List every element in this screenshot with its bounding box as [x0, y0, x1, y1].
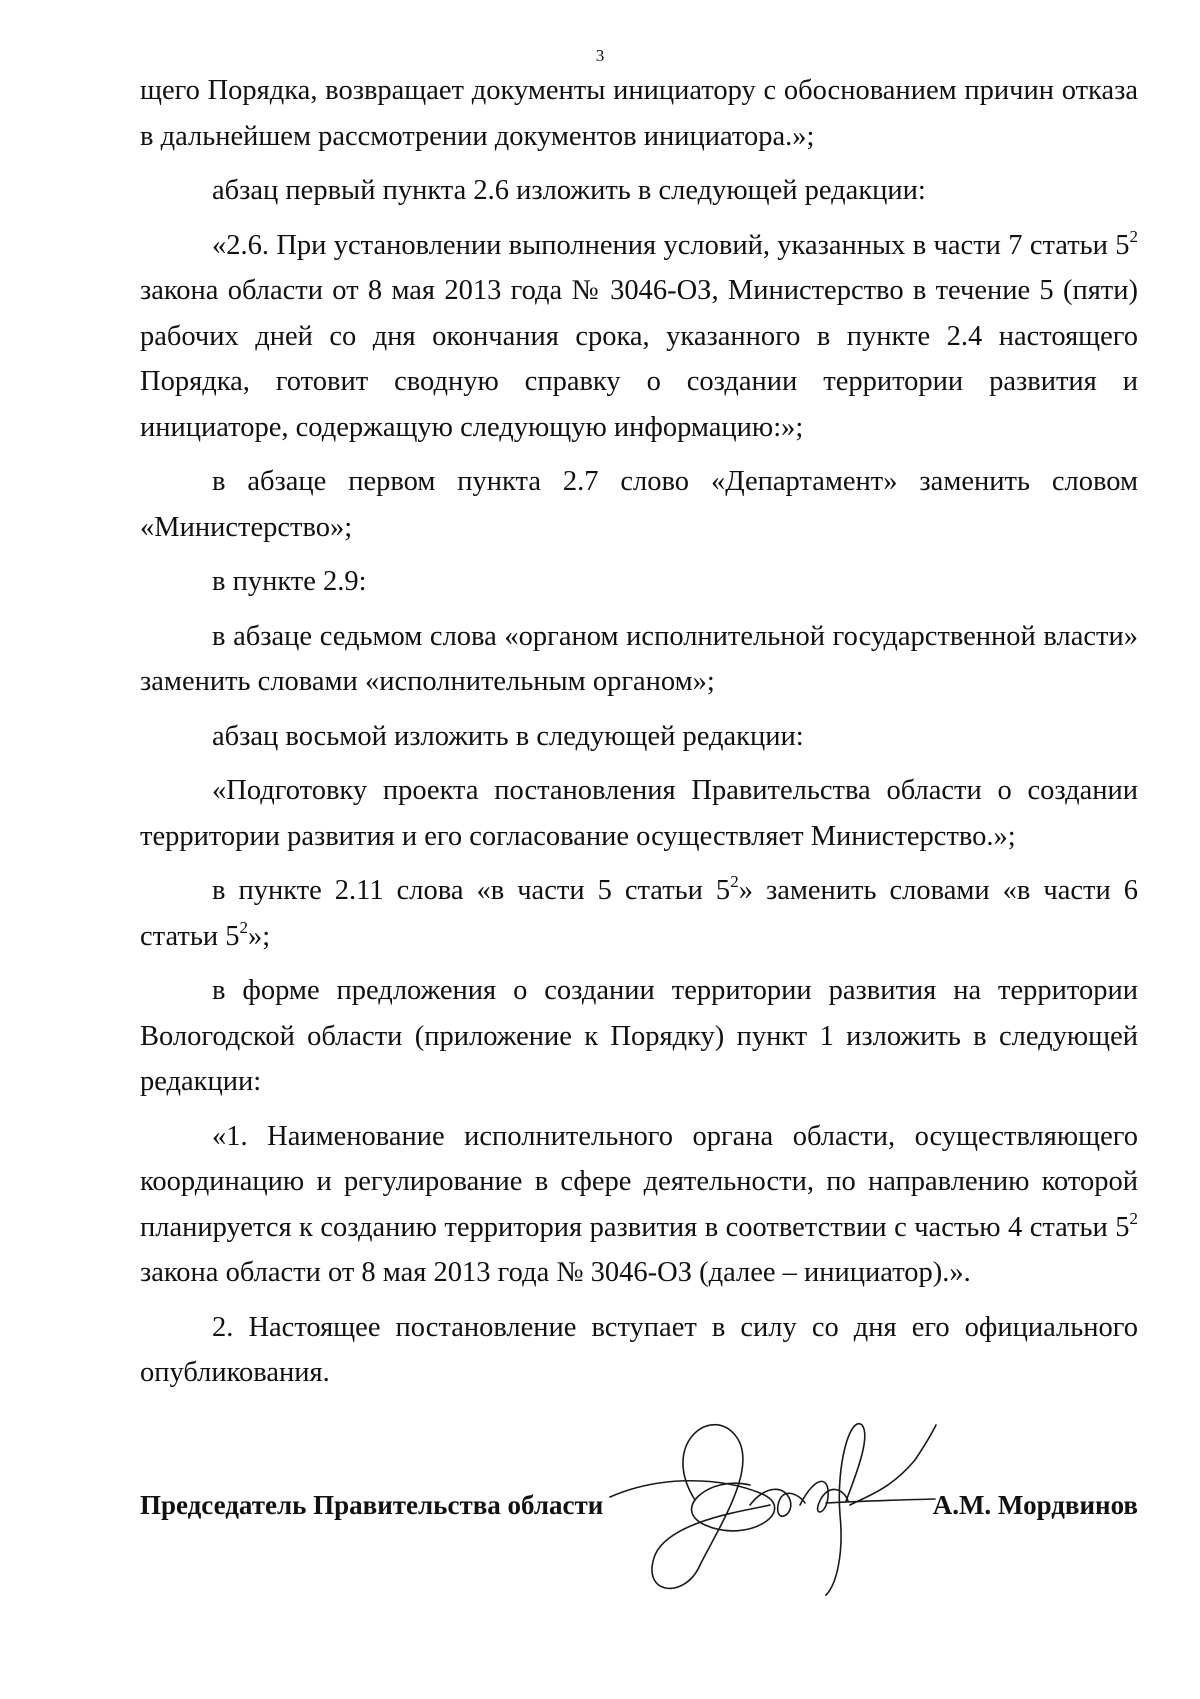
- signer-title: Председатель Правительства области: [140, 1490, 604, 1520]
- paragraph-amend-form-text: «1. Наименование исполнительного органа области, осуществляющего координацию и регулирование в сфере деятельности, по направлению которой планируется к созданию территория развития в соответствии с частью 4 статьи $5^2$ закона области от 8 мая 2013 года № 3046-ОЗ (далее – инициатор).».: [140, 1120, 1138, 1288]
- paragraph-amend-2-9-eighth-text: «Подготовку проекта постановления Правительства области о создании территории развития и его согласование осуществляет Министерство.»;: [140, 775, 1138, 852]
- paragraph-amend-form-intro: в форме предложения о создании территории развития на территории Вологодской области (приложение к Порядку) пункт 1 изложить в следующей редакции:: [140, 975, 1138, 1097]
- paragraph-amend-2-9-seventh: в абзаце седьмом слова «органом исполнительной государственной власти» заменить словами «исполнительным органом»;: [140, 620, 1138, 697]
- paragraph-amend-2-6-intro: абзац первый пункта 2.6 изложить в следующей редакции:: [212, 175, 926, 206]
- signature-block: [140, 1488, 1138, 1528]
- paragraph-continuation: щего Порядка, возвращает документы инициатору с обоснованием причин отказа в дальнейшем рассмотрении документов инициатора.»;: [140, 75, 1138, 152]
- paragraph-amend-2-9-intro: в пункте 2.9:: [212, 566, 367, 597]
- paragraph-amend-2-7: в абзаце первом пункта 2.7 слово «Департамент» заменить словом «Министерство»;: [140, 466, 1138, 543]
- page-number: 3: [595, 46, 605, 65]
- paragraph-amend-2-9-eighth-intro: абзац восьмой изложить в следующей редакции:: [212, 720, 804, 752]
- paragraph-amend-2-6-text: «2.6. При установлении выполнения условий, указанных в части 7 статьи $5^2$ закона области от 8 мая 2013 года № 3046-ОЗ, Министерство в течение 5 (пяти) рабочих дней со дня окончания срока, указанного в пункте 2.4 настоящего Порядка, готовит сводную справку о создании территории развития и инициаторе, содержащую следующую информацию:»;: [140, 226, 1138, 443]
- document-body: [140, 68, 1138, 1396]
- paragraph-effective-date: 2. Настоящее постановление вступает в силу со дня его официального опубликования.: [140, 1311, 1138, 1388]
- paragraph-amend-2-11: в пункте 2.11 слова «в части 5 статьи $5^2$» заменить словами «в части 6 статьи $5^2$»;: [140, 872, 1138, 952]
- signer-name: А.М. Мордвинов: [932, 1490, 1138, 1520]
